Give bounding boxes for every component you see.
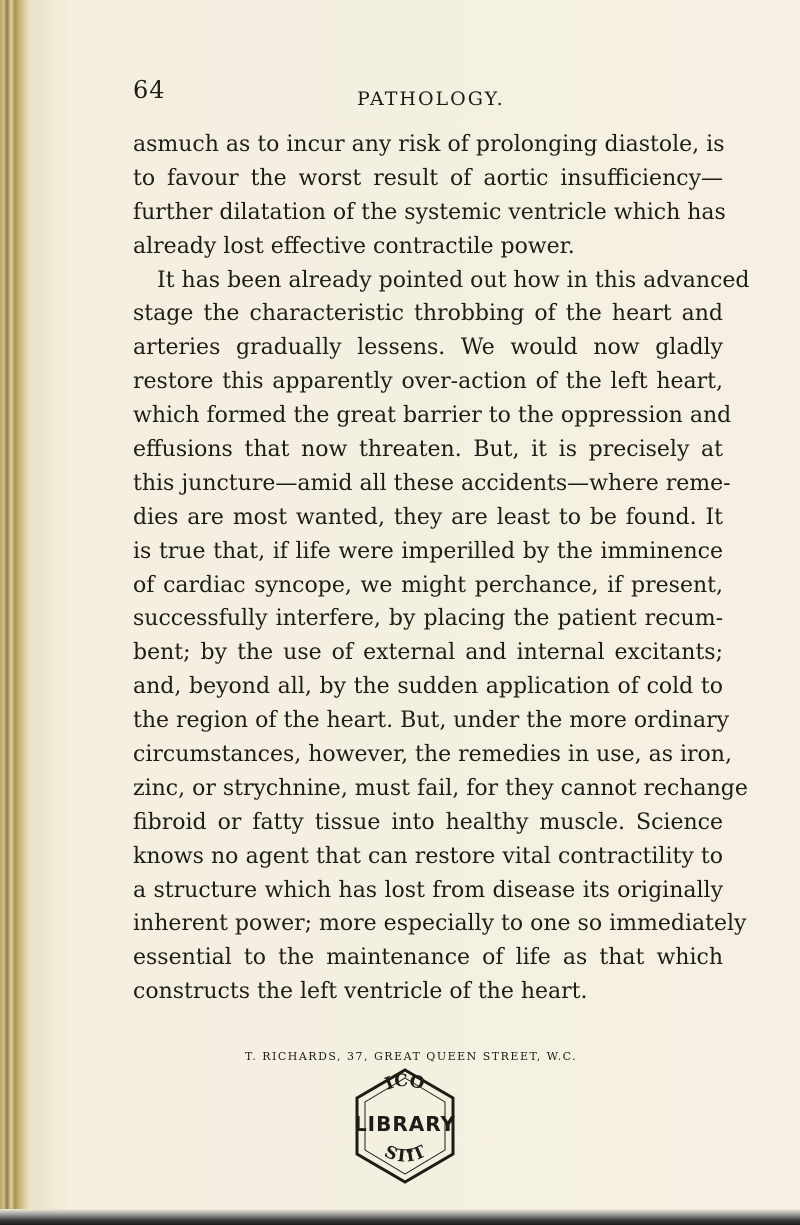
- text-line: zinc, or strychnine, must fail, for they cannot rechange: [133, 775, 748, 801]
- text-line: stage the characteristic throbbing of the heart and: [133, 301, 723, 327]
- stamp-top-text: ICO: [382, 1070, 427, 1095]
- text-line: a structure which has lost from disease its originally: [133, 877, 723, 903]
- text-line: already lost effective contractile power.: [133, 233, 575, 259]
- svg-text:ICO: [382, 1071, 427, 1095]
- text-line: of cardiac syncope, we might perchance, if present,: [133, 572, 723, 598]
- text-line: is true that, if life were imperilled by the imminence: [133, 538, 723, 564]
- printer-imprint: T. RICHARDS, 37, GREAT QUEEN STREET, W.C.: [245, 1050, 578, 1063]
- book-binding-edge: [0, 0, 30, 1225]
- text-line: circumstances, however, the remedies in use, as iron,: [133, 742, 732, 768]
- text-line: successfully interfere, by placing the patient recum-: [133, 606, 723, 632]
- page-number: 64: [133, 76, 166, 104]
- text-line: essential to the maintenance of life as that which: [133, 945, 723, 971]
- library-stamp: [343, 1064, 467, 1188]
- text-line: bent; by the use of external and internal excitants;: [133, 640, 723, 666]
- text-line: and, beyond all, by the sudden application of cold to: [133, 674, 723, 700]
- text-line: dies are most wanted, they are least to be found. It: [133, 504, 723, 530]
- text-line: inherent power; more especially to one so immediately: [133, 911, 747, 937]
- text-line: knows no agent that can restore vital contractility to: [133, 843, 723, 869]
- text-line: It has been already pointed out how in this advanced: [157, 267, 750, 293]
- text-line: arteries gradually lessens. We would now gladly: [133, 335, 723, 361]
- stamp-center-text: LIBRARY: [353, 1112, 457, 1136]
- text-line: to favour the worst result of aortic insufficiency—: [133, 165, 723, 191]
- svg-text:STIT: [381, 1142, 429, 1167]
- body-text: [133, 128, 750, 1009]
- text-line: fibroid or fatty tissue into healthy muscle. Science: [133, 809, 723, 835]
- text-line: further dilatation of the systemic ventricle which has: [133, 199, 726, 225]
- text-line: restore this apparently over-action of the left heart,: [133, 369, 723, 395]
- text-line: which formed the great barrier to the oppression and: [133, 403, 732, 429]
- running-head: PATHOLOGY.: [357, 88, 505, 110]
- text-line: the region of the heart. But, under the more ordinary: [133, 708, 730, 734]
- text-line: constructs the left ventricle of the heart.: [133, 979, 588, 1005]
- text-line: effusions that now threaten. But, it is precisely at: [133, 437, 723, 463]
- text-line: asmuch as to incur any risk of prolonging diastole, is: [133, 132, 725, 157]
- stamp-bottom-text: STIT: [381, 1141, 429, 1167]
- scan-bottom-edge: [0, 1209, 800, 1225]
- text-line: this juncture—amid all these accidents—where reme-: [133, 470, 731, 496]
